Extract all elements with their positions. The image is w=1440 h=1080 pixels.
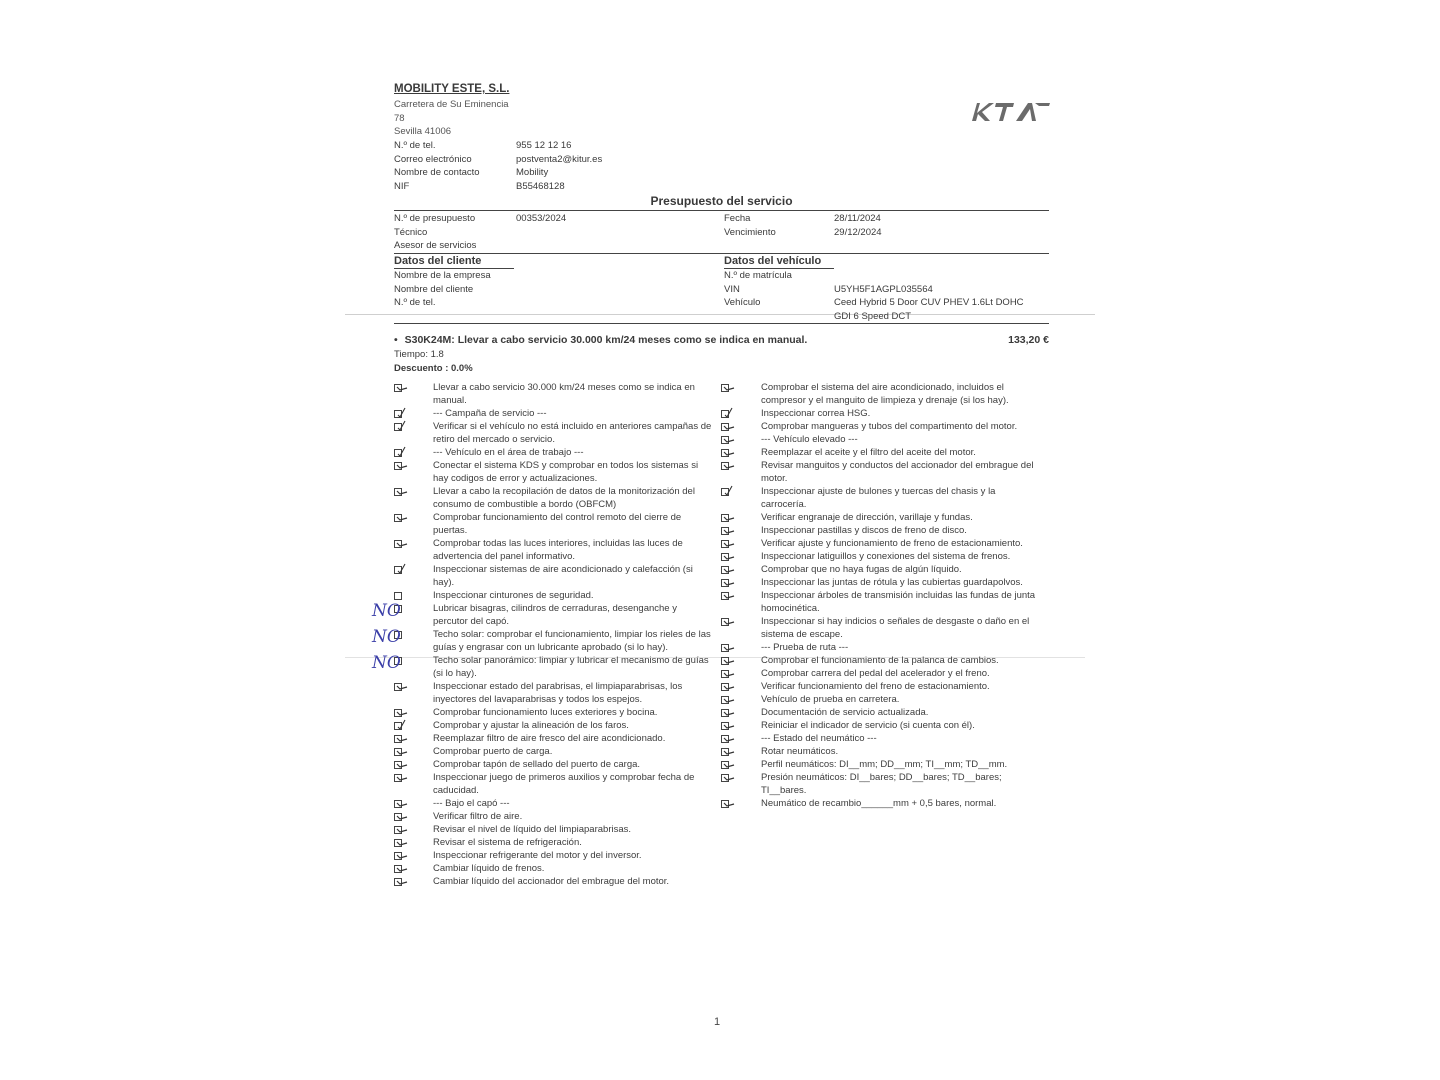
address-line: Sevilla 41006 — [394, 126, 452, 137]
checklist-item-text: Comprobar todas las luces interiores, incluidas las luces de advertencia del panel informativo. — [433, 538, 683, 562]
checklist-item-text: Verificar si el vehículo no está incluido en anteriores campañas de retiro del mercado o servicio. — [433, 421, 712, 445]
checkbox-check[interactable] — [394, 811, 404, 820]
svg-text:NO: NO — [372, 601, 401, 621]
checklist-item — [721, 433, 1039, 446]
checkbox-check[interactable] — [721, 694, 731, 703]
checklist-item-text: Techo solar: comprobar el funcionamiento, limpiar los rieles de las guías y engrasar con un lubricante aprobado (si lo hay). — [433, 629, 711, 653]
field-row — [394, 212, 566, 226]
field-label: NIF — [394, 180, 410, 192]
checkbox-tick[interactable] — [721, 486, 731, 495]
client-fields — [394, 269, 516, 310]
checkbox-tick[interactable] — [394, 564, 404, 573]
field-label: Correo electrónico — [394, 153, 472, 165]
checklist-item — [394, 381, 713, 407]
field-row — [724, 310, 1024, 324]
client-heading: Datos del cliente — [394, 255, 514, 269]
field-label: Nombre de la empresa — [394, 270, 491, 281]
checklist-item-text: Conectar el sistema KDS y comprobar en todos los sistemas si hay codigos de error y actualizaciones. — [433, 460, 699, 484]
checkbox-check[interactable] — [394, 837, 404, 846]
checklist-item-text: Llevar a cabo la recopilación de datos de la monitorización del consumo de combustible a bordo (OBFCM) — [433, 486, 695, 510]
field-value: Mobility — [516, 167, 549, 178]
service-title — [394, 334, 807, 347]
company-name: MOBILITY ESTE, S.L. — [394, 83, 510, 95]
checklist-item — [721, 459, 1039, 485]
checkbox-check[interactable] — [721, 564, 731, 573]
checklist-item-text: Reemplazar filtro de aire fresco del aire acondicionado. — [433, 733, 666, 744]
checklist-item — [721, 706, 1039, 719]
checklist-item-text: Revisar manguitos y conductos del accionador del embrague del motor. — [761, 460, 1034, 484]
checklist-item-text: Techo solar panorámico: limpiar y lubricar el mecanismo de guías (si lo hay). — [433, 655, 709, 679]
checkbox-check[interactable] — [721, 616, 731, 625]
field-row — [724, 269, 1024, 283]
checklist-item — [394, 797, 713, 810]
checklist-item-text: Verificar filtro de aire. — [433, 811, 523, 822]
checklist-item-text: Inspeccionar árboles de transmisión incluidas las fundas de junta homocinética. — [761, 590, 1036, 614]
checklist-item — [394, 511, 713, 537]
checklist-item — [394, 758, 713, 771]
address-line: 78 — [394, 112, 405, 124]
service-code-title: S30K24M: Llevar a cabo servicio 30.000 km/24 meses como se indica en manual. — [404, 334, 808, 346]
checkbox-check[interactable] — [721, 655, 731, 664]
service-time: Tiempo: 1.8 — [394, 349, 444, 360]
field-value: GDI 6 Speed DCT — [834, 310, 912, 322]
checklist-item — [394, 537, 713, 563]
field-row — [394, 180, 602, 194]
checklist-item — [721, 563, 1039, 576]
checklist-item — [394, 745, 713, 758]
checklist-item — [721, 615, 1039, 641]
field-label: N.º de tel. — [394, 297, 436, 308]
checkbox-tick[interactable] — [394, 720, 404, 729]
checklist-item — [721, 420, 1039, 433]
checklist-item — [721, 667, 1039, 680]
checklist-item — [721, 641, 1039, 654]
field-value: B55468128 — [516, 180, 565, 192]
checklist-item — [721, 745, 1039, 758]
checklist-item-text: Inspeccionar sistemas de aire acondicionado y calefacción (si hay). — [433, 564, 693, 588]
checklist-item-text: Comprobar y ajustar la alineación de los faros. — [433, 720, 629, 731]
checkbox-check[interactable] — [721, 525, 731, 534]
field-value: 28/11/2024 — [834, 213, 881, 224]
checklist-item — [394, 810, 713, 823]
service-price: 133,20 € — [1008, 334, 1049, 346]
field-value: 955 12 12 16 — [516, 140, 572, 151]
checklist-item-text: Comprobar el funcionamiento de la palanca de cambios. — [761, 655, 999, 666]
checklist-item-text: Comprobar mangueras y tubos del compartimento del motor. — [761, 421, 1018, 432]
checklist-item — [394, 407, 713, 420]
checkbox-check[interactable] — [721, 668, 731, 677]
address-line: Carretera de Su Eminencia — [394, 99, 509, 110]
divider — [394, 253, 1049, 254]
checkbox-check[interactable] — [721, 538, 731, 547]
field-row — [394, 239, 566, 253]
handwritten-no-mark[interactable] — [372, 627, 404, 647]
checklist-item-text: Inspeccionar estado del parabrisas, el limpiaparabrisas, los inyectores del lavaparabrisas y todos los espejos. — [433, 681, 683, 705]
field-value: U5YH5F1AGPL035564 — [834, 283, 933, 295]
checkbox-check[interactable] — [394, 746, 404, 755]
field-row — [394, 226, 566, 240]
checklist-item — [394, 823, 713, 836]
checklist-item — [394, 680, 713, 706]
checklist-item-text: Inspeccionar latiguillos y conexiones del sistema de frenos. — [761, 551, 1011, 562]
field-value: postventa2@kitur.es — [516, 153, 603, 165]
checklist-item-text: Reiniciar el indicador de servicio (si cuenta con él). — [761, 720, 975, 731]
checklist-item — [721, 771, 1039, 797]
company-fields — [394, 139, 602, 193]
checkbox-check[interactable] — [721, 421, 731, 430]
checkbox-check[interactable] — [721, 434, 731, 443]
checklist-item — [721, 732, 1039, 745]
checklist-item-text: Revisar el nivel de líquido del limpiaparabrisas. — [433, 824, 632, 835]
checklist-item-text: Inspeccionar correa HSG. — [761, 408, 871, 419]
field-row — [394, 139, 602, 153]
checklist-item-text: Revisar el sistema de refrigeración. — [433, 837, 582, 848]
checklist-item-text: --- Vehículo elevado --- — [761, 434, 858, 445]
checklist-item-text: Comprobar carrera del pedal del acelerador y el freno. — [761, 668, 990, 679]
checkbox-check[interactable] — [394, 759, 404, 768]
checklist-item-text: --- Bajo el capó --- — [433, 798, 510, 809]
field-label: N.º de matrícula — [724, 270, 792, 281]
field-label: Técnico — [394, 226, 428, 238]
checkbox-check[interactable] — [394, 707, 404, 716]
checkbox-empty[interactable] — [394, 590, 404, 599]
checklist-item — [394, 589, 713, 602]
checkbox-check[interactable] — [394, 824, 404, 833]
checkbox-check[interactable] — [721, 746, 731, 755]
budget-info-right — [724, 212, 882, 239]
checklist-item — [721, 511, 1039, 524]
field-row — [394, 153, 602, 167]
checkbox-check[interactable] — [394, 863, 404, 872]
divider — [394, 210, 1049, 211]
checkbox-check[interactable] — [721, 707, 731, 716]
checkbox-check[interactable] — [394, 512, 404, 521]
checkbox-check[interactable] — [721, 590, 731, 599]
checklist-item — [721, 719, 1039, 732]
checkbox-check[interactable] — [721, 447, 731, 456]
checkbox-check[interactable] — [721, 759, 731, 768]
checklist-item-text: Inspeccionar pastillas y discos de freno de disco. — [761, 525, 967, 536]
field-label: Nombre del cliente — [394, 283, 474, 295]
checklist-item-text: Inspeccionar refrigerante del motor y del inversor. — [433, 850, 642, 861]
handwritten-no-mark[interactable] — [372, 653, 404, 673]
checkbox-check[interactable] — [394, 460, 404, 469]
checklist-item — [394, 875, 713, 888]
field-label: Vencimiento — [724, 226, 776, 238]
checklist-item — [394, 862, 713, 875]
checklist-item-text: --- Estado del neumático --- — [761, 733, 877, 744]
checklist-item-text: Presión neumáticos: DI__bares; DD__bares; TD__bares; TI__bares. — [761, 772, 1002, 796]
field-row — [724, 212, 882, 226]
checklist-item-text: Llevar a cabo servicio 30.000 km/24 meses como se indica en manual. — [433, 382, 695, 406]
kia-logo — [970, 100, 1052, 124]
checklist-item — [721, 446, 1039, 459]
checklist-item-text: Neumático de recambio______mm + 0,5 bares, normal. — [761, 798, 997, 809]
field-label: N.º de presupuesto — [394, 213, 476, 224]
field-row — [724, 226, 882, 240]
checklist-item — [721, 693, 1039, 706]
checklist-item — [372, 627, 713, 654]
checklist-item — [721, 758, 1039, 771]
checklist-item-text: Comprobar puerto de carga. — [433, 746, 553, 757]
checklist-item — [372, 653, 713, 680]
field-row — [394, 296, 516, 310]
checklist-item — [721, 576, 1039, 589]
checklist-item — [721, 550, 1039, 563]
bullet: • — [394, 334, 398, 346]
checklist-item-text: --- Vehículo en el área de trabajo --- — [433, 447, 584, 458]
checklist-item-text: Lubricar bisagras, cilindros de cerraduras, desenganche y percutor del capó. — [433, 603, 677, 627]
checkbox-check[interactable] — [394, 538, 404, 547]
checklist-item — [721, 797, 1039, 810]
checklist-item — [721, 680, 1039, 693]
checkbox-tick[interactable] — [394, 421, 404, 430]
checkbox-check[interactable] — [721, 382, 731, 391]
checkbox-tick[interactable] — [721, 408, 731, 417]
field-label: Nombre de contacto — [394, 167, 480, 178]
field-value: Ceed Hybrid 5 Door CUV PHEV 1.6Lt DOHC — [834, 297, 1024, 308]
checklist-item-text: Cambiar líquido de frenos. — [433, 863, 545, 874]
checklist-item-text: --- Campaña de servicio --- — [433, 408, 547, 419]
checklist-item-text: Reemplazar el aceite y el filtro del aceite del motor. — [761, 447, 976, 458]
checklist-item-text: Verificar engranaje de dirección, varillaje y fundas. — [761, 512, 973, 523]
field-row — [394, 283, 516, 297]
checklist-item — [721, 654, 1039, 667]
checkbox-check[interactable] — [394, 772, 404, 781]
checklist-item — [721, 524, 1039, 537]
checkbox-tick[interactable] — [394, 408, 404, 417]
field-row — [394, 166, 602, 180]
checklist-item-text: --- Prueba de ruta --- — [761, 642, 849, 653]
checkbox-check[interactable] — [721, 512, 731, 521]
checklist-item-text: Comprobar funcionamiento del control remoto del cierre de puertas. — [433, 512, 682, 536]
vehicle-fields — [724, 269, 1024, 323]
field-row — [724, 283, 1024, 297]
checklist-item — [394, 446, 713, 459]
checkbox-check[interactable] — [394, 798, 404, 807]
checkbox-check[interactable] — [721, 772, 731, 781]
checkbox-check[interactable] — [721, 798, 731, 807]
checklist-item-text: Comprobar funcionamiento luces exteriores y bocina. — [433, 707, 658, 718]
checklist-item-text: Comprobar que no haya fugas de algún líquido. — [761, 564, 962, 575]
checklist-item-text: Inspeccionar cinturones de seguridad. — [433, 590, 594, 601]
field-label: VIN — [724, 283, 740, 295]
checklist-item — [394, 420, 713, 446]
budget-info-left — [394, 212, 566, 253]
checkbox-check[interactable] — [721, 733, 731, 742]
field-value: 00353/2024 — [516, 213, 567, 224]
svg-text:NO: NO — [372, 627, 401, 647]
checklist-item-text: Documentación de servicio actualizada. — [761, 707, 929, 718]
checkbox-check[interactable] — [394, 850, 404, 859]
page-number: 1 — [714, 1016, 721, 1028]
checklist-item-text: Cambiar líquido del accionador del embrague del motor. — [433, 876, 670, 887]
vehicle-heading: Datos del vehículo — [724, 255, 834, 269]
checklist-item-text: Comprobar tapón de sellado del puerto de carga. — [433, 759, 641, 770]
svg-text:NO: NO — [372, 653, 401, 673]
checklist-item-text: Verificar funcionamiento del freno de estacionamiento. — [761, 681, 990, 692]
checklist-item — [721, 589, 1039, 615]
checkbox-check[interactable] — [394, 876, 404, 885]
checkbox-check[interactable] — [721, 681, 731, 690]
service-discount: Descuento : 0.0% — [394, 363, 473, 374]
checklist-item-text: Comprobar el sistema del aire acondicionado, incluidos el compresor y el manguito de limpieza y drenaje (si los hay). — [761, 382, 1009, 406]
checklist-item — [372, 601, 713, 628]
document-title: Presupuesto del servicio — [650, 194, 793, 208]
field-label — [724, 310, 834, 324]
checklist-item-text: Vehículo de prueba en carretera. — [761, 694, 900, 705]
checkbox-check[interactable] — [721, 642, 731, 651]
checklist-item — [721, 537, 1039, 550]
checklist-item — [721, 485, 1039, 511]
field-label: Asesor de servicios — [394, 240, 477, 251]
checklist-item-text: Inspeccionar si hay indicios o señales de desgaste o daño en el sistema de escape. — [761, 616, 1030, 640]
field-value: 29/12/2024 — [834, 226, 882, 238]
handwritten-no-mark[interactable] — [372, 601, 404, 621]
checkbox-check[interactable] — [394, 681, 404, 690]
checklist-item — [394, 732, 713, 745]
checkbox-check[interactable] — [721, 551, 731, 560]
checklist-item — [394, 771, 713, 797]
field-label: N.º de tel. — [394, 140, 436, 151]
checklist-item — [394, 849, 713, 862]
checkbox-check[interactable] — [721, 577, 731, 586]
checkbox-check[interactable] — [721, 460, 731, 469]
checklist-item-text: Rotar neumáticos. — [761, 746, 839, 757]
checklist-item-text: Verificar ajuste y funcionamiento de freno de estacionamiento. — [761, 538, 1023, 549]
field-label: Vehículo — [724, 297, 761, 308]
checklist-item — [394, 836, 713, 849]
checklist-item — [394, 563, 713, 589]
field-row — [394, 269, 516, 283]
field-row — [724, 296, 1024, 310]
company-address — [394, 98, 509, 139]
field-label: Fecha — [724, 213, 751, 224]
checkbox-check[interactable] — [394, 486, 404, 495]
checklist-item — [721, 381, 1039, 407]
checklist-item-text: Inspeccionar las juntas de rótula y las cubiertas guardapolvos. — [761, 577, 1023, 588]
checkbox-tick[interactable] — [394, 447, 404, 456]
checklist-item-text: Perfil neumáticos: DI__mm; DD__mm; TI__mm; TD__mm. — [761, 759, 1008, 770]
divider — [394, 323, 1049, 324]
checkbox-check[interactable] — [721, 720, 731, 729]
checklist-item — [394, 459, 713, 485]
checklist-item-text: Inspeccionar juego de primeros auxilios y comprobar fecha de caducidad. — [433, 772, 695, 796]
checklist-item-text: Inspeccionar ajuste de bulones y tuercas del chasis y la carrocería. — [761, 486, 996, 510]
checklist-item — [394, 706, 713, 719]
checkbox-check[interactable] — [394, 382, 404, 391]
checklist-item — [394, 719, 713, 732]
checklist-item — [394, 485, 713, 511]
checklist-item — [721, 407, 1039, 420]
checkbox-check[interactable] — [394, 733, 404, 742]
